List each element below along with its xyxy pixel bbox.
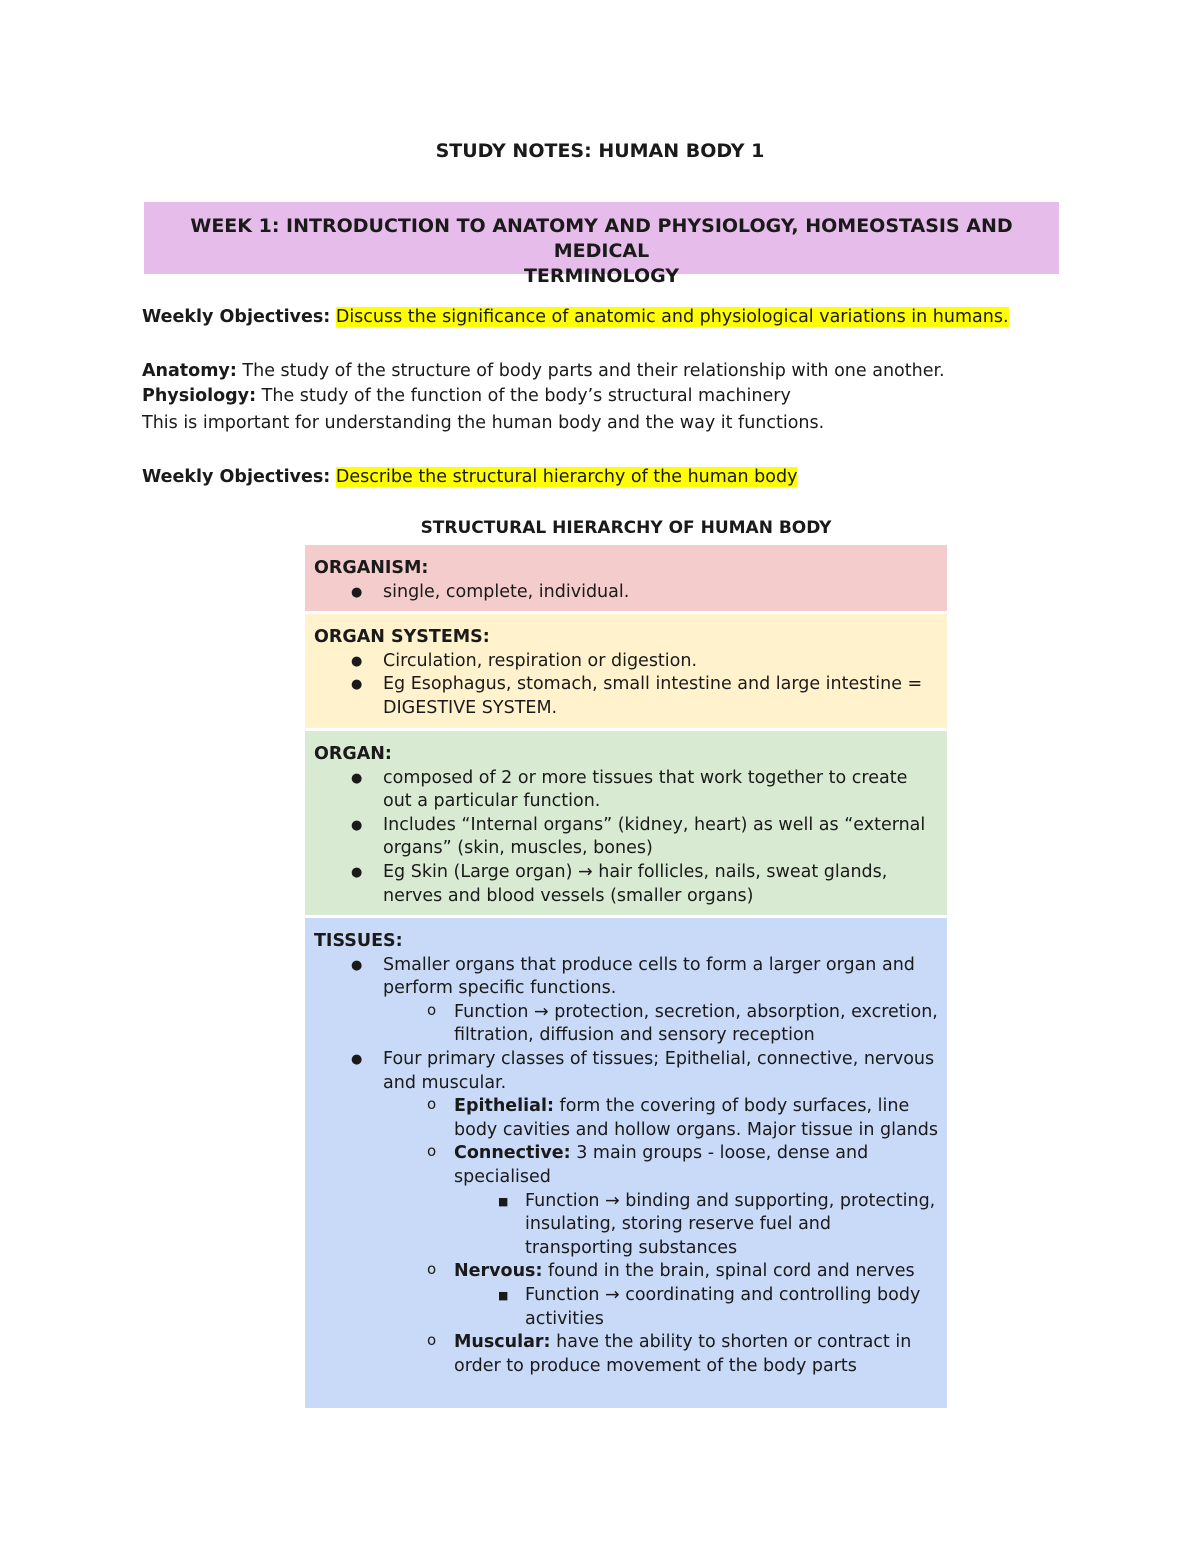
- epithelial-text: form the covering of body surfaces, line body cavities and hollow organs. Major tissue in glands: [454, 1096, 938, 1140]
- list-item: ● Includes “Internal organs” (kidney, heart) as well as “external organs” (skin, muscles, bones): [314, 814, 939, 861]
- objective-1-label: Weekly Objectives:: [142, 307, 331, 327]
- organ-heading: ORGAN:: [314, 744, 392, 764]
- connective-text: 3 main groups - loose, dense and specialised: [454, 1143, 869, 1187]
- hierarchy-table-title: STRUCTURAL HIERARCHY OF HUMAN BODY: [420, 518, 832, 538]
- objective-2-label: Weekly Objectives:: [142, 467, 331, 487]
- organ-systems-heading: ORGAN SYSTEMS:: [314, 627, 490, 647]
- list-item: o Function → protection, secretion, absorption, excretion, filtration, diffusion and sensory reception: [314, 1001, 939, 1048]
- anatomy-label: Anatomy:: [142, 361, 237, 381]
- week-banner-line2: TERMINOLOGY: [523, 265, 680, 287]
- tissues-item-2: Four primary classes of tissues; Epithelial, connective, nervous and muscular.: [383, 1048, 935, 1093]
- muscular-text: have the ability to shorten or contract in order to produce movement of the body parts: [454, 1332, 912, 1376]
- list-item: [314, 954, 939, 1048]
- objective-2: [142, 467, 797, 487]
- anatomy-text: The study of the structure of body parts and their relationship with one another.: [236, 361, 945, 381]
- list-item: [314, 1048, 939, 1378]
- connective-item: [314, 1142, 939, 1260]
- objective-2-text: Describe the structural hierarchy of the human body: [335, 467, 798, 487]
- list-item: ● Eg Skin (Large organ) → hair follicles, nails, sweat glands, nerves and blood vessels (smaller organs): [314, 861, 939, 908]
- epithelial-label: Epithelial:: [454, 1096, 554, 1117]
- nervous-function: ■ Function → coordinating and controlling body activities: [314, 1284, 939, 1331]
- epithelial-item: [314, 1095, 939, 1142]
- objective-1: [142, 307, 1009, 327]
- physiology-label: Physiology:: [142, 386, 257, 406]
- tissues-item-1: Smaller organs that produce cells to form a larger organ and perform specific functions.: [383, 954, 915, 999]
- anatomy-definition: [142, 361, 945, 381]
- nervous-item: [314, 1260, 939, 1331]
- document-title: STUDY NOTES: HUMAN BODY 1: [435, 140, 765, 162]
- physiology-definition: [142, 386, 791, 406]
- tissues-cell: [305, 918, 947, 1408]
- muscular-item: [314, 1331, 939, 1378]
- tissues-heading: TISSUES:: [314, 931, 403, 951]
- nervous-text: found in the brain, spinal cord and nerves: [542, 1261, 915, 1282]
- organism-heading: ORGANISM:: [314, 558, 429, 578]
- physiology-text: The study of the function of the body’s structural machinery: [256, 386, 791, 406]
- list-item: ● Eg Esophagus, stomach, small intestine and large intestine = DIGESTIVE SYSTEM.: [314, 673, 939, 720]
- list-item: ● single, complete, individual.: [314, 581, 939, 605]
- organ-systems-cell: [305, 614, 947, 728]
- week-banner-line1: WEEK 1: INTRODUCTION TO ANATOMY AND PHYSIOLOGY, HOMEOSTASIS AND MEDICAL: [190, 215, 1013, 262]
- organ-cell: [305, 731, 947, 915]
- muscular-label: Muscular:: [454, 1332, 551, 1353]
- objective-1-text: Discuss the significance of anatomic and physiological variations in humans.: [335, 307, 1009, 327]
- connective-label: Connective:: [454, 1143, 571, 1164]
- list-item: ● composed of 2 or more tissues that work together to create out a particular function.: [314, 767, 939, 814]
- nervous-label: Nervous:: [454, 1261, 543, 1282]
- list-item: ● Circulation, respiration or digestion.: [314, 650, 939, 674]
- organism-cell: [305, 545, 947, 611]
- importance-note: This is important for understanding the human body and the way it functions.: [142, 413, 825, 433]
- week-banner: [144, 202, 1059, 287]
- connective-function: ■ Function → binding and supporting, protecting, insulating, storing reserve fuel and transporting substances: [314, 1190, 939, 1261]
